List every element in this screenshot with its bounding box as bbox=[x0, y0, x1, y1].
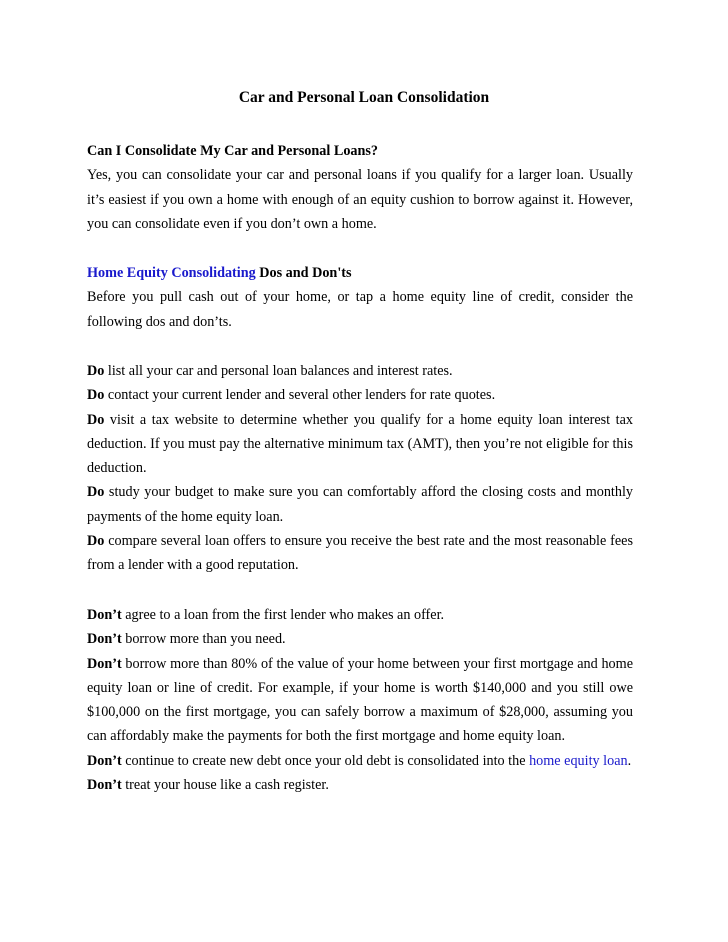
item-text: treat your house like a cash register. bbox=[121, 777, 329, 794]
item-text: agree to a loan from the first lender who makes an offer. bbox=[121, 607, 445, 623]
item-text-after: . bbox=[627, 752, 632, 769]
donts-list bbox=[87, 603, 633, 797]
page-title: Car and Personal Loan Consolidation bbox=[238, 89, 490, 106]
item-text: borrow more than you need. bbox=[121, 631, 286, 648]
list-item bbox=[87, 408, 633, 481]
section-body: Yes, you can consolidate your car and personal loans if you qualify for a larger loan. Usually it’s easiest if you own a home with enough of an equity cushion to borrow against it. However, you can consolidate even if you don’t own a home. bbox=[87, 167, 633, 232]
dont-keyword: Don’t bbox=[87, 631, 122, 648]
list-item bbox=[87, 652, 633, 749]
do-keyword: Do bbox=[87, 533, 105, 550]
list-item bbox=[87, 627, 633, 651]
list-item bbox=[87, 480, 633, 529]
item-text: continue to create new debt once your old debt is consolidated into the bbox=[121, 752, 530, 769]
item-text: borrow more than 80% of the value of your home between your first mortgage and home equity loan or line of credit. For example, if your home is worth $140,000 and you still owe $100,000 on the first mortgage, you can safely borrow a maximum of $28,000, assuming you can affordably make the payments for both the first mortgage and home equity loan. bbox=[87, 655, 633, 745]
home-equity-loan-link[interactable]: home equity loan bbox=[529, 752, 628, 769]
dont-keyword: Don’t bbox=[87, 777, 122, 794]
list-item bbox=[87, 359, 633, 383]
item-text: study your budget to make sure you can comfortably afford the closing costs and monthly payments of the home equity loan. bbox=[87, 484, 633, 525]
section-heading: Can I Consolidate My Car and Personal Loans? bbox=[87, 143, 379, 159]
list-item bbox=[87, 603, 633, 627]
list-item bbox=[87, 383, 633, 407]
dont-keyword: Don’t bbox=[87, 655, 122, 672]
do-keyword: Do bbox=[87, 484, 105, 501]
section-consolidate bbox=[87, 139, 633, 236]
section-heading-rest: Dos and Don'ts bbox=[255, 265, 352, 281]
list-item bbox=[87, 773, 633, 797]
list-item bbox=[87, 529, 633, 578]
do-keyword: Do bbox=[87, 387, 105, 404]
item-text: compare several loan offers to ensure you receive the best rate and the most reasonable fees from a lender with a good reputation. bbox=[87, 533, 633, 574]
section-heading bbox=[87, 261, 633, 285]
list-item bbox=[87, 749, 633, 773]
item-text: visit a tax website to determine whether you qualify for a home equity loan interest tax deduction. If you must pay the alternative minimum tax (AMT), then you’re not eligible for this deduction. bbox=[87, 411, 633, 477]
item-text: list all your car and personal loan balances and interest rates. bbox=[104, 363, 453, 379]
do-keyword: Do bbox=[87, 411, 105, 428]
home-equity-consolidating-link[interactable]: Home Equity Consolidating bbox=[87, 265, 256, 281]
dos-list bbox=[87, 359, 633, 578]
dont-keyword: Don’t bbox=[87, 752, 122, 769]
section-dos-donts-intro bbox=[87, 261, 633, 334]
item-text: contact your current lender and several other lenders for rate quotes. bbox=[104, 387, 496, 404]
section-body: Before you pull cash out of your home, or tap a home equity line of credit, consider the following dos and don’ts. bbox=[87, 289, 633, 330]
do-keyword: Do bbox=[87, 363, 105, 379]
dont-keyword: Don’t bbox=[87, 607, 122, 623]
